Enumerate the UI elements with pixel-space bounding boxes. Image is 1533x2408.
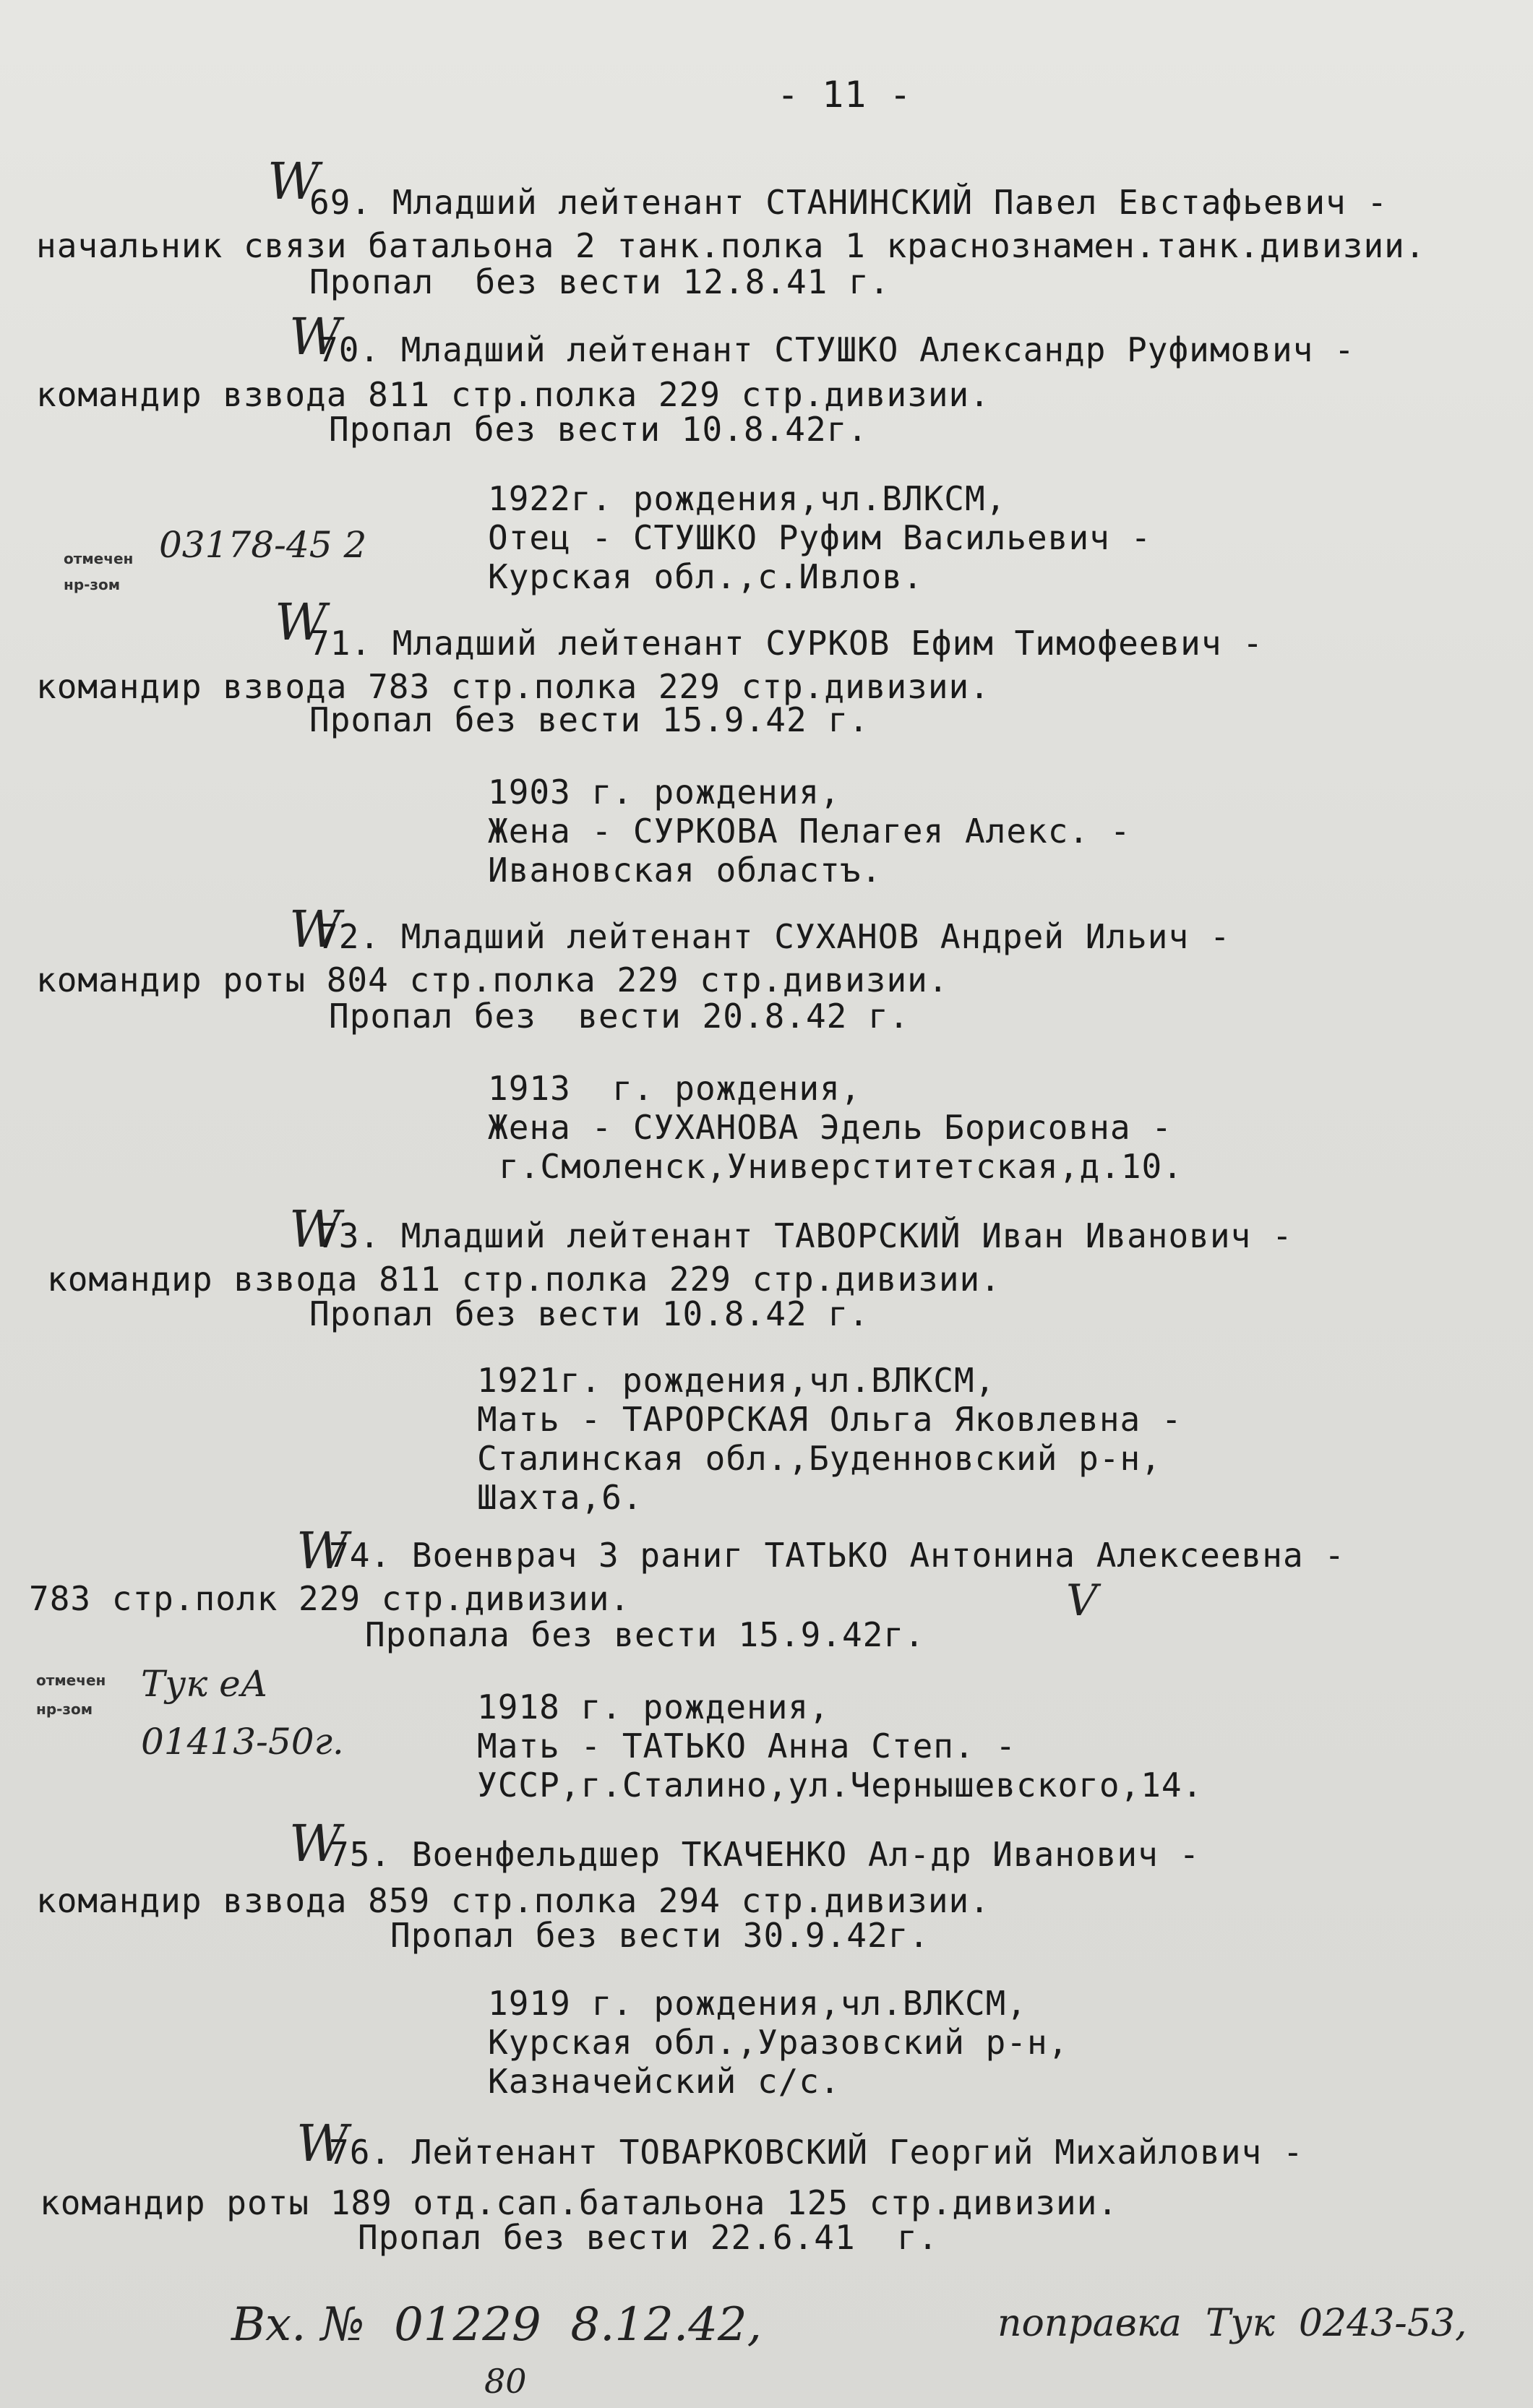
entry-73-detail-3: Сталинская обл.,Буденновский р-н, xyxy=(477,1439,1161,1478)
entry-72-detail-3: г.Смоленск,Универститетская,д.10. xyxy=(499,1147,1183,1186)
entry-71-line-3: Пропал без вести 15.9.42 г. xyxy=(309,700,869,739)
entry-72-detail-1: 1913 г. рождения, xyxy=(488,1069,862,1108)
entry-70-detail-1: 1922г. рождения,чл.ВЛКСМ, xyxy=(488,479,1007,518)
entry-75-detail-1: 1919 г. рождения,чл.ВЛКСМ, xyxy=(488,1984,1028,2023)
entry-75-line-1: 75. Военфельдшер ТКАЧЕНКО Ал-др Иванович - xyxy=(329,1835,1201,1874)
entry-72-line-1: 72. Младший лейтенант СУХАНОВ Андрей Ильич - xyxy=(318,917,1231,956)
entry-74-detail-2: Мать - ТАТЬКО Анна Степ. - xyxy=(477,1727,1017,1766)
check-mark-icon: W xyxy=(267,152,319,211)
footer-registry-subnote: 80 xyxy=(484,2362,527,2401)
check-mark-icon: W xyxy=(289,1200,341,1259)
entry-72-line-3: Пропал без вести 20.8.42 г. xyxy=(329,997,910,1036)
entry-71-line-1: 71. Младший лейтенант СУРКОВ Ефим Тимофеевич - xyxy=(309,624,1263,663)
stamp-label: нр-зом xyxy=(64,576,121,593)
entry-74-detail-3: УССР,г.Сталино,ул.Чернышевского,14. xyxy=(477,1766,1203,1805)
entry-71-detail-1: 1903 г. рождения, xyxy=(488,773,841,812)
entry-70-detail-2: Отец - СТУШКО Руфим Васильевич - xyxy=(488,518,1152,557)
entry-73-detail-2: Мать - ТАРОРСКАЯ Ольга Яковлевна - xyxy=(477,1400,1182,1439)
entry-73-detail-1: 1921г. рождения,чл.ВЛКСМ, xyxy=(477,1361,996,1400)
stamp-label: отмечен xyxy=(36,1672,106,1689)
entry-76-line-1: 76. Лейтенант ТОВАРКОВСКИЙ Георгий Михайлович - xyxy=(329,2133,1304,2172)
check-mark-icon: W xyxy=(296,1521,348,1581)
page-number: - 11 - xyxy=(777,74,912,116)
entry-71-line-2: командир взвода 783 стр.полка 229 стр.дивизии. xyxy=(36,667,990,706)
entry-75-line-2: командир взвода 859 стр.полка 294 стр.дивизии. xyxy=(36,1881,990,1920)
entry-75-detail-3: Казначейский с/с. xyxy=(488,2062,841,2101)
entry-74-line-2: 783 стр.полк 229 стр.дивизии. xyxy=(29,1579,631,1618)
stamp-label: отмечен xyxy=(64,550,134,567)
entry-70-line-3: Пропал без вести 10.8.42г. xyxy=(329,410,869,449)
entry-73-line-2: командир взвода 811 стр.полка 229 стр.дивизии. xyxy=(47,1260,1001,1299)
entry-69-line-3: Пропал без вести 12.8.41 г. xyxy=(309,262,890,301)
entry-76-line-3: Пропал без вести 22.6.41 г. xyxy=(358,2218,939,2257)
entry-72-line-2: командир роты 804 стр.полка 229 стр.дивизии. xyxy=(36,960,949,999)
check-mark-icon: W xyxy=(289,1814,341,1873)
handwritten-annotation: 03178-45 2 xyxy=(159,524,367,566)
entry-70-detail-3: Курская обл.,с.Ивлов. xyxy=(488,557,924,596)
stamp-label: нр-зом xyxy=(36,1700,93,1718)
entry-74-line-3: Пропала без вести 15.9.42г. xyxy=(365,1615,925,1654)
entry-75-line-3: Пропал без вести 30.9.42г. xyxy=(390,1916,930,1955)
entry-74-detail-1: 1918 г. рождения, xyxy=(477,1687,830,1727)
entry-71-detail-3: Ивановская областъ. xyxy=(488,851,883,890)
check-mark-icon: W xyxy=(275,593,327,652)
entry-71-detail-2: Жена - СУРКОВА Пелагея Алекс. - xyxy=(488,812,1131,851)
footer-correction-note: поправка Тук 0243-53, xyxy=(997,2302,1467,2345)
entry-73-line-3: Пропал без вести 10.8.42 г. xyxy=(309,1294,869,1333)
entry-69-line-1: 69. Младший лейтенант СТАНИНСКИЙ Павел Евстафьевич - xyxy=(309,183,1388,222)
entry-70-line-1: 70. Младший лейтенант СТУШКО Александр Руфимович - xyxy=(318,330,1355,369)
entry-73-line-1: 73. Младший лейтенант ТАВОРСКИЙ Иван Иванович - xyxy=(318,1216,1293,1255)
entry-75-detail-2: Курская обл.,Уразовский р-н, xyxy=(488,2023,1069,2062)
margin-check-mark: V xyxy=(1066,1575,1098,1626)
entry-76-line-2: командир роты 189 отд.сап.батальона 125 стр.дивизии. xyxy=(40,2183,1119,2222)
footer-registry-note: Вх. № 01229 8.12.42, xyxy=(231,2298,762,2352)
entry-72-detail-2: Жена - СУХАНОВА Эдель Борисовна - xyxy=(488,1108,1172,1147)
check-mark-icon: W xyxy=(289,307,341,366)
entry-74-line-1: 74. Военврач 3 раниг ТАТЬКО Антонина Алексеевна - xyxy=(329,1536,1346,1575)
handwritten-annotation: Тук еА 01413-50г. xyxy=(141,1663,344,1763)
check-mark-icon: W xyxy=(296,2114,348,2173)
entry-73-detail-4: Шахта,6. xyxy=(477,1478,643,1517)
check-mark-icon: W xyxy=(289,900,341,959)
entry-70-line-2: командир взвода 811 стр.полка 229 стр.дивизии. xyxy=(36,375,990,414)
entry-69-line-2: начальник связи батальона 2 танк.полка 1 краснознамен.танк.дивизии. xyxy=(36,226,1426,265)
